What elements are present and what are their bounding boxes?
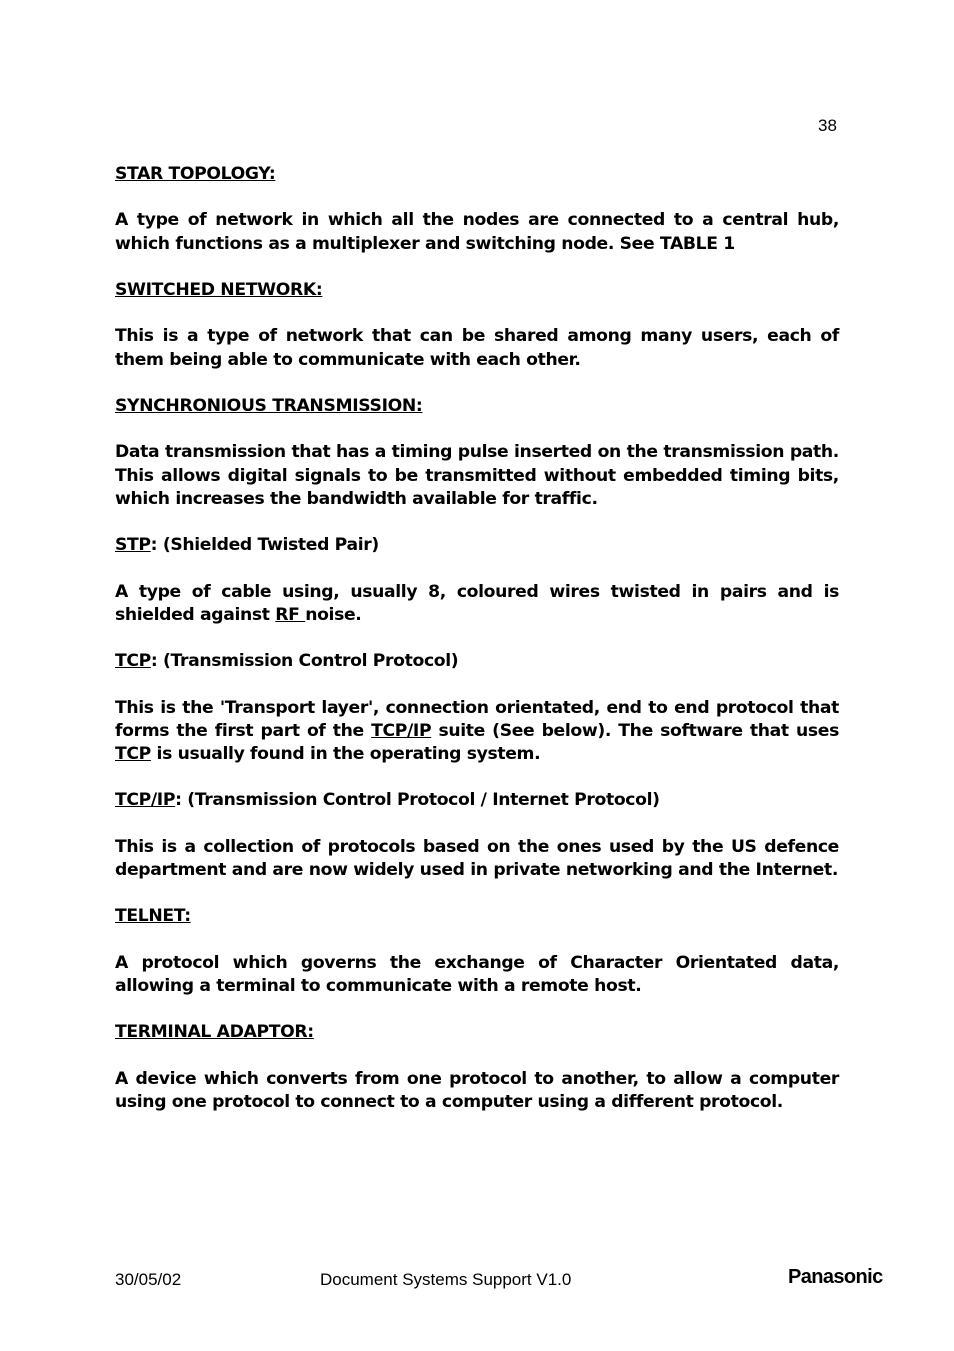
heading-terminal-adaptor: TERMINAL ADAPTOR: [115,1022,314,1043]
expansion-stp: : (Shielded Twisted Pair) [150,535,379,556]
definition-text: A type of cable using, usually 8, coloured wires twisted in pairs and is shielded against [115,581,839,625]
definition-stp [115,581,839,627]
definition-star-topology: A type of network in which all the nodes are connected to a central hub, which functions as a multiplexer and switching node. See TABLE 1 [115,210,839,254]
footer-title: Document Systems Support V1.0 [320,1270,572,1289]
heading-telnet: TELNET: [115,906,191,927]
expansion-tcp-ip: : (Transmission Control Protocol / Internet Protocol) [175,790,660,811]
heading-stp [115,534,839,557]
definition-telnet: A protocol which governs the exchange of Character Orientated data, allowing a terminal to communicate with a remote host. [115,952,839,996]
panasonic-logo: Panasonic [788,1266,883,1288]
definition-tcp [115,697,839,767]
definition-text: is usually found in the operating system. [150,743,541,764]
heading-switched-network: SWITCHED NETWORK: [115,279,323,300]
heading-tcp-ip [115,789,839,812]
definition-text: This is the 'Transport layer', connection orientated, end to end protocol that forms the first part of the [115,697,839,741]
link-rf[interactable]: RF [275,604,306,625]
definition-tcp-ip: This is a collection of protocols based on the ones used by the US defence department and are now widely used in private networking and the Internet. [115,836,839,880]
glossary-content [115,163,839,1137]
heading-synchronious-transmission: SYNCHRONIOUS TRANSMISSION: [115,395,423,416]
definition-text: suite (See below). The software that uses [431,720,839,741]
link-tcp[interactable]: TCP [115,743,151,764]
term-stp: STP [115,535,151,556]
heading-star-topology: STAR TOPOLOGY: [115,164,276,184]
definition-text: noise. [305,604,362,625]
term-tcp-ip: TCP/IP [115,790,176,811]
definition-terminal-adaptor: A device which converts from one protocol to another, to allow a computer using one protocol to connect to a computer using a different protocol. [115,1068,839,1112]
link-tcp-ip[interactable]: TCP/IP [371,720,432,741]
page-number: 38 [818,116,837,135]
footer-date: 30/05/02 [115,1270,182,1289]
expansion-tcp: : (Transmission Control Protocol) [150,651,459,672]
term-tcp: TCP [115,651,151,672]
definition-switched-network: This is a type of network that can be shared among many users, each of them being able to communicate with each other. [115,326,839,370]
definition-synchronious-transmission: Data transmission that has a timing pulse inserted on the transmission path. This allows digital signals to be transmitted without embedded timing bits, which increases the bandwidth available for traffic. [115,442,839,509]
heading-tcp [115,650,839,673]
